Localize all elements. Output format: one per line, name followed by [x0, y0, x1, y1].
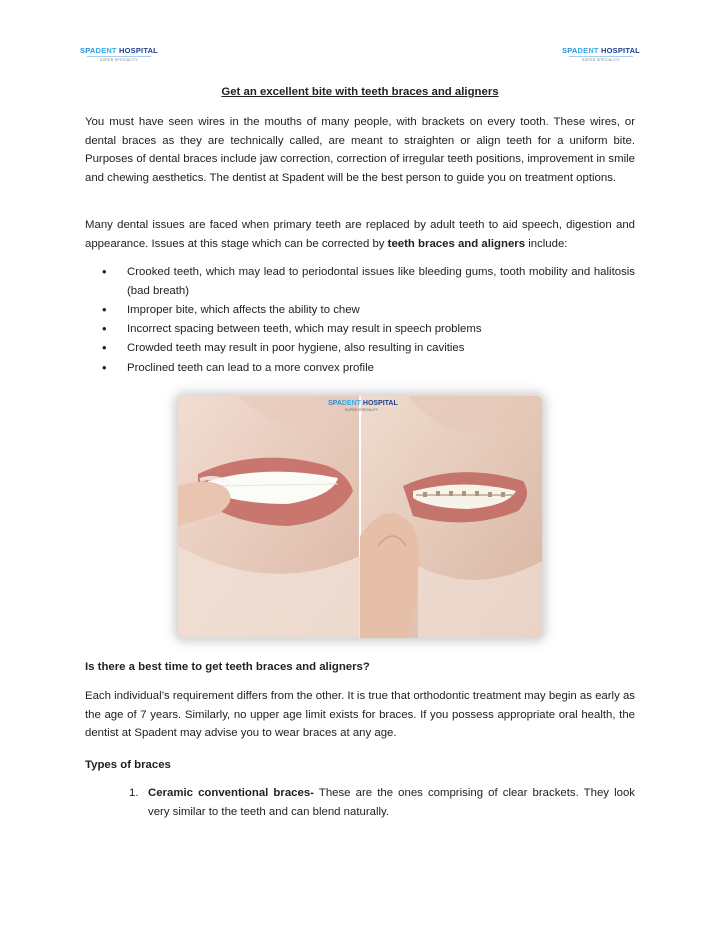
list-item: 1. Ceramic conventional braces- These are the ones comprising of clear brackets. They look very similar to the teeth and can blend naturally.	[85, 784, 635, 821]
logo-wordmark: SPADENT HOSPITAL	[562, 46, 640, 55]
best-time-paragraph: Each individual’s requirement differs from the other. It is true that orthodontic treatment may begin as early as the age of 7 years. Similarly, no upper age limit exists for braces. If you possess appropriate oral health, the dentist at Spadent may advise you to wear braces at any age.	[85, 690, 635, 740]
section-heading-best-time: Is there a best time to get teeth braces and aligners?	[85, 661, 370, 673]
document-title: Get an excellent bite with teeth braces and aligners	[221, 86, 499, 98]
issues-paragraph: Many dental issues are faced when primary teeth are replaced by adult teeth to aid speech, digestion and appearance. Issues at this stage which can be corrected by teeth braces and aligners include:	[85, 219, 635, 250]
types-list	[85, 784, 635, 821]
photo-logo-wordmark: SPADENT HOSPITAL	[328, 400, 398, 407]
photo-illustration	[178, 396, 542, 638]
header-logo-left	[80, 46, 158, 62]
list-item: • Incorrect spacing between teeth, which may result in speech problems	[85, 320, 635, 339]
logo-divider	[87, 56, 151, 57]
logo-divider	[569, 56, 633, 57]
logo-wordmark: SPADENT HOSPITAL	[80, 46, 158, 55]
section-heading-types: Types of braces	[85, 759, 171, 771]
logo-subtitle: SUPER SPECIALITY	[581, 58, 621, 62]
type-name: Ceramic conventional braces-	[148, 787, 314, 799]
list-item: • Crooked teeth, which may lead to periodontal issues like bleeding gums, tooth mobility and halitosis (bad breath)	[85, 263, 635, 300]
issues-list	[85, 263, 635, 378]
header-logo-right	[562, 46, 640, 62]
list-number: 1.	[129, 787, 139, 799]
intro-paragraph: You must have seen wires in the mouths of many people, with brackets on every tooth. These wires, or dental braces as they are technically called, are meant to straighten or align teeth for a uniform bite. Purposes of dental braces include jaw correction, correction of irregular teeth positions, improvement in smile and chewing aesthetics. The dentist at Spadent will be the best person to guide you on treatment options.	[85, 116, 635, 185]
photo-logo-subtitle: SUPER SPECIALITY	[345, 408, 379, 412]
braces-aligners-photo	[178, 396, 542, 638]
keyword-bold: teeth braces and aligners	[387, 237, 526, 250]
list-item: • Proclined teeth can lead to a more convex profile	[85, 359, 635, 378]
logo-subtitle: SUPER SPECIALITY	[99, 58, 139, 62]
list-item: • Improper bite, which affects the ability to chew	[85, 301, 635, 320]
list-item: • Crowded teeth may result in poor hygiene, also resulting in cavities	[85, 339, 635, 358]
